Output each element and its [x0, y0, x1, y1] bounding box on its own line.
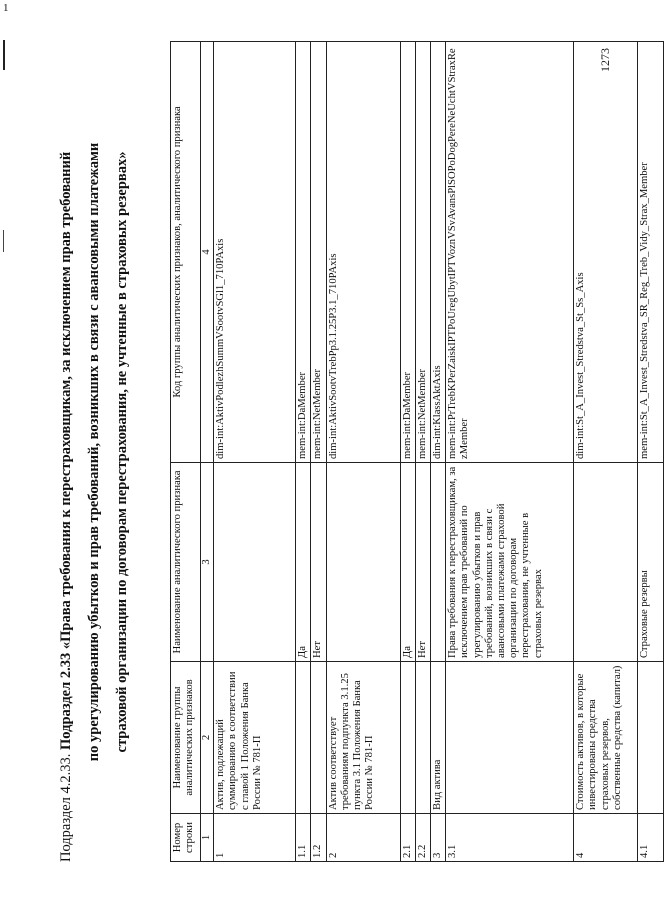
code-cell: mem-int:DaMember [400, 42, 415, 463]
heading-prefix: Подраздел 4.2.33. [58, 753, 74, 862]
table-row [400, 42, 415, 862]
header-attribute-name: Наименование аналитического признака [171, 463, 201, 662]
group-name: Актив соответствует требованиям подпункта 3.1.25 пункта 3.1 Положения Банка России № 781-П [326, 662, 400, 814]
row-number: 1 [214, 814, 296, 862]
table-row [296, 42, 311, 862]
attribute-name: Нет [415, 463, 430, 662]
code-cell: dim-int:KlassAktAxis [431, 42, 446, 463]
table-row [415, 42, 430, 862]
row-number: 3.1 [446, 814, 574, 862]
group-name: Вид актива [431, 662, 446, 814]
scan-margin-line [3, 40, 5, 70]
group-name [446, 662, 574, 814]
code-cell: dim-int:St_A_Invest_Stredstva_St_Ss_Axis [574, 42, 638, 463]
attribute-name: Страховые резервы [638, 463, 664, 662]
section-heading [52, 42, 136, 862]
group-name [311, 662, 326, 814]
table-row [214, 42, 296, 862]
attribute-name: Нет [311, 463, 326, 662]
attribute-name [326, 463, 400, 662]
column-number: 2 [201, 662, 214, 814]
group-name: Стоимость активов, в которые инвестированы средства страховых резервов, собственные средства (капитал) [574, 662, 638, 814]
attribute-name: Да [296, 463, 311, 662]
code-cell: mem-int:NetMember [311, 42, 326, 463]
code-cell: mem-int:NetMember [415, 42, 430, 463]
scan-corner-mark: 1 [3, 2, 9, 14]
group-name: Актив, подлежащий суммированию в соответствии с главой 1 Положения Банка России № 781-П [214, 662, 296, 814]
row-number: 2.2 [415, 814, 430, 862]
code-cell: mem-int:PrTrebKPerZaiskIPTPoUregUbytIPTVoznVSvAvansPlSOPoDogPereNeUchtVStraxRezMember [446, 42, 574, 463]
heading-line-3: страховой организации по договорам перестрахования, не учтенные в страховых резервах» [114, 151, 130, 753]
table-row [431, 42, 446, 862]
table-row [446, 42, 574, 862]
page-number: 1273 [598, 48, 612, 72]
row-number: 4 [574, 814, 638, 862]
heading-line-2: по урегулированию убытков и прав требований, возникших в связи с авансовыми платежами [86, 142, 102, 762]
column-number: 3 [201, 463, 214, 662]
group-name [400, 662, 415, 814]
header-group-name: Наименование группы аналитических признаков [171, 662, 201, 814]
analytic-attributes-table [170, 41, 664, 862]
header-code: Код группы аналитических признаков, аналитического признака [171, 42, 201, 463]
code-cell: dim-int:AktivSootvTrebPp3.1.25P3.1_710PAxis [326, 42, 400, 463]
column-number: 1 [201, 814, 214, 862]
group-name [638, 662, 664, 814]
attribute-name: Права требования к перестраховщикам, за исключением прав требований по урегулированию убытков и прав требований, возникших в связи с авансовыми платежами страховой организации по договорам перестрахования, не учтенные в страховых резервах [446, 463, 574, 662]
heading-line-1 [52, 42, 80, 862]
column-numbers-row [201, 42, 214, 862]
code-cell: mem-int:St_A_Invest_Stredstva_SR_Reg_Treb_Vidy_Strax_Member [638, 42, 664, 463]
header-row-number: Номер строки [171, 814, 201, 862]
code-cell: dim-int:AktivPodlezhSummVSootvSGl1_710PAxis [214, 42, 296, 463]
row-number: 1.2 [311, 814, 326, 862]
group-name [296, 662, 311, 814]
row-number: 4.1 [638, 814, 664, 862]
table-header-row [171, 42, 201, 862]
row-number: 1.1 [296, 814, 311, 862]
attribute-name [574, 463, 638, 662]
column-number: 4 [201, 42, 214, 463]
rotated-page [52, 42, 651, 862]
row-number: 2 [326, 814, 400, 862]
table-row [638, 42, 664, 862]
scan-margin-tick [3, 230, 4, 252]
attribute-name [214, 463, 296, 662]
code-cell: mem-int:DaMember [296, 42, 311, 463]
group-name [415, 662, 430, 814]
heading-line-1-text: Подраздел 2.33 «Права требования к перестраховщикам, за исключением прав требований [58, 151, 74, 750]
attribute-name [431, 463, 446, 662]
row-number: 3 [431, 814, 446, 862]
table-row [574, 42, 638, 862]
table-row [326, 42, 400, 862]
attribute-name: Да [400, 463, 415, 662]
row-number: 2.1 [400, 814, 415, 862]
table-row [311, 42, 326, 862]
